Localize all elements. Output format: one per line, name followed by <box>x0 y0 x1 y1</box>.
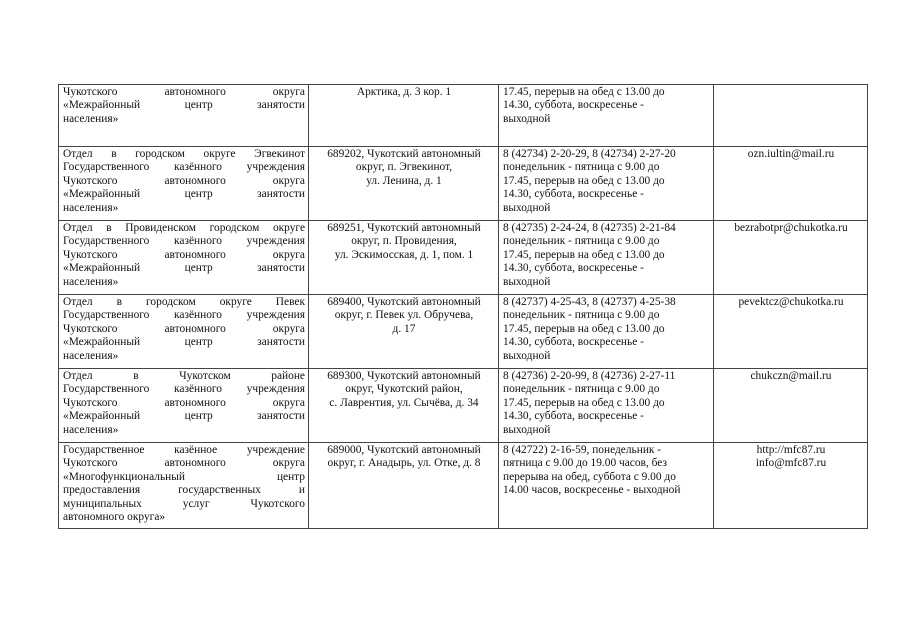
email-address[interactable]: pevektcz@chukotka.ru <box>738 296 844 308</box>
phone-schedule-line: пятница с 9.00 до 19.00 часов, без <box>503 457 667 470</box>
phone-schedule-line: перерыва на обед, суббота с 9.00 до <box>503 470 676 483</box>
offices-table <box>58 84 868 529</box>
phone-schedule-cell <box>499 221 714 295</box>
table-row <box>59 443 868 529</box>
organization-name-line: населения» <box>63 112 119 125</box>
phone-schedule-line: 8 (42737) 4-25-43, 8 (42737) 4-25-38 <box>503 296 676 308</box>
organization-name-cell <box>59 85 309 147</box>
email-address[interactable]: ozn.iultin@mail.ru <box>747 148 835 160</box>
phone-schedule-line: 14.00 часов, воскресенье - выходной <box>503 484 681 497</box>
phone-schedule-line: выходной <box>503 275 551 288</box>
table-row <box>59 85 868 147</box>
organization-name-line: Отдел в городском округе Эгвекинот <box>63 148 305 160</box>
address-line: ул. Эскимосская, д. 1, пом. 1 <box>334 248 474 261</box>
address-cell <box>309 295 499 369</box>
organization-name-cell <box>59 369 309 443</box>
organization-name-line: населения» <box>63 201 119 214</box>
website-link[interactable]: http://mfc87.ru <box>756 444 826 456</box>
email-address[interactable]: bezrabotpr@chukotka.ru <box>734 222 848 234</box>
phone-schedule-line: выходной <box>503 349 551 362</box>
email-cell <box>714 295 868 369</box>
organization-name-line: муниципальных услуг Чукотского <box>63 497 305 510</box>
phone-schedule-line: 14.30, суббота, воскресенье - <box>503 99 644 112</box>
address-line: округ, г. Анадырь, ул. Отке, д. 8 <box>327 457 481 470</box>
email-cell <box>714 85 868 147</box>
organization-name-line: Государственного казённого учреждения <box>63 383 305 396</box>
address-cell <box>309 369 499 443</box>
phone-schedule-line: 17.45, перерыв на обед с 13.00 до <box>503 248 665 261</box>
phone-schedule-line: 14.30, суббота, воскресенье - <box>503 188 644 201</box>
phone-schedule-line: 17.45, перерыв на обед с 13.00 до <box>503 322 665 335</box>
phone-schedule-line: 8 (42722) 2-16-59, понедельник - <box>503 444 662 456</box>
phone-schedule-line: выходной <box>503 112 551 125</box>
phone-schedule-line: выходной <box>503 423 551 436</box>
phone-schedule-line: 17.45, перерыв на обед с 13.00 до <box>503 86 665 98</box>
table-row <box>59 295 868 369</box>
email-cell <box>714 443 868 529</box>
address-line: ул. Ленина, д. 1 <box>366 174 442 187</box>
table-row <box>59 147 868 221</box>
email-cell <box>714 369 868 443</box>
table-row <box>59 221 868 295</box>
email-address[interactable]: info@mfc87.ru <box>755 457 827 470</box>
address-line: д. 17 <box>392 322 416 335</box>
offices-table-body <box>59 85 868 529</box>
organization-name-cell <box>59 443 309 529</box>
phone-schedule-cell <box>499 443 714 529</box>
address-cell <box>309 147 499 221</box>
phone-schedule-line: понедельник - пятница с 9.00 до <box>503 161 660 174</box>
phone-schedule-line: понедельник - пятница с 9.00 до <box>503 235 660 248</box>
address-line: 689300, Чукотский автономный <box>327 370 481 382</box>
organization-name-line: предоставления государственных и <box>63 484 305 497</box>
phone-schedule-line: 14.30, суббота, воскресенье - <box>503 336 644 349</box>
address-line: округ, Чукотский район, <box>345 383 463 396</box>
address-line: 689000, Чукотский автономный <box>327 444 481 456</box>
organization-name-line: Отдел в Чукотском районе <box>63 370 305 382</box>
address-line: округ, г. Певек ул. Обручева, <box>334 309 474 322</box>
organization-name-line: населения» <box>63 349 119 362</box>
organization-name-line: Чукотского автономного округа <box>63 396 305 409</box>
phone-schedule-line: 14.30, суббота, воскресенье - <box>503 410 644 423</box>
phone-schedule-line: понедельник - пятница с 9.00 до <box>503 309 660 322</box>
organization-name-line: Отдел в Провиденском городском округе <box>63 222 305 234</box>
organization-name-line: «Межрайонный центр занятости <box>63 99 305 112</box>
address-line: Арктика, д. 3 кор. 1 <box>356 86 452 98</box>
address-line: 689251, Чукотский автономный <box>327 222 481 234</box>
organization-name-line: «Многофункциональный центр <box>63 470 305 483</box>
table-row <box>59 369 868 443</box>
organization-name-cell <box>59 147 309 221</box>
email-address[interactable]: chukczn@mail.ru <box>750 370 832 382</box>
organization-name-line: Чукотского автономного округа <box>63 457 305 470</box>
organization-name-line: Отдел в городском округе Певек <box>63 296 305 308</box>
organization-name-line: «Межрайонный центр занятости <box>63 336 305 349</box>
address-line: 689400, Чукотский автономный <box>327 296 481 308</box>
organization-name-line: населения» <box>63 423 119 436</box>
phone-schedule-cell <box>499 295 714 369</box>
phone-schedule-line: понедельник - пятница с 9.00 до <box>503 383 660 396</box>
organization-name-line: населения» <box>63 275 119 288</box>
phone-schedule-line: 8 (42734) 2-20-29, 8 (42734) 2-27-20 <box>503 148 676 160</box>
address-cell <box>309 85 499 147</box>
address-line: округ, п. Провидения, <box>351 235 457 248</box>
address-line: 689202, Чукотский автономный <box>327 148 481 160</box>
address-line: с. Лаврентия, ул. Сычёва, д. 34 <box>329 396 479 409</box>
email-cell <box>714 147 868 221</box>
address-line: округ, п. Эгвекинот, <box>355 161 453 174</box>
address-cell <box>309 221 499 295</box>
address-cell <box>309 443 499 529</box>
organization-name-line: Чукотского автономного округа <box>63 174 305 187</box>
organization-name-line: Государственное казённое учреждение <box>63 444 305 456</box>
organization-name-line: автономного округа» <box>63 511 166 524</box>
phone-schedule-line: 14.30, суббота, воскресенье - <box>503 262 644 275</box>
organization-name-line: Государственного казённого учреждения <box>63 235 305 248</box>
phone-schedule-line: 8 (42736) 2-20-99, 8 (42736) 2-27-11 <box>503 370 676 382</box>
phone-schedule-line: 17.45, перерыв на обед с 13.00 до <box>503 396 665 409</box>
phone-schedule-line: выходной <box>503 201 551 214</box>
organization-name-line: Чукотского автономного округа <box>63 248 305 261</box>
phone-schedule-line: 8 (42735) 2-24-24, 8 (42735) 2-21-84 <box>503 222 676 234</box>
organization-name-line: Чукотского автономного округа <box>63 86 305 98</box>
organization-name-line: Государственного казённого учреждения <box>63 309 305 322</box>
organization-name-line: «Межрайонный центр занятости <box>63 262 305 275</box>
organization-name-line: Государственного казённого учреждения <box>63 161 305 174</box>
organization-name-cell <box>59 221 309 295</box>
email-cell <box>714 221 868 295</box>
phone-schedule-cell <box>499 369 714 443</box>
phone-schedule-line: 17.45, перерыв на обед с 13.00 до <box>503 174 665 187</box>
phone-schedule-cell <box>499 147 714 221</box>
organization-name-line: «Межрайонный центр занятости <box>63 410 305 423</box>
organization-name-line: «Межрайонный центр занятости <box>63 188 305 201</box>
organization-name-cell <box>59 295 309 369</box>
phone-schedule-cell <box>499 85 714 147</box>
organization-name-line: Чукотского автономного округа <box>63 322 305 335</box>
